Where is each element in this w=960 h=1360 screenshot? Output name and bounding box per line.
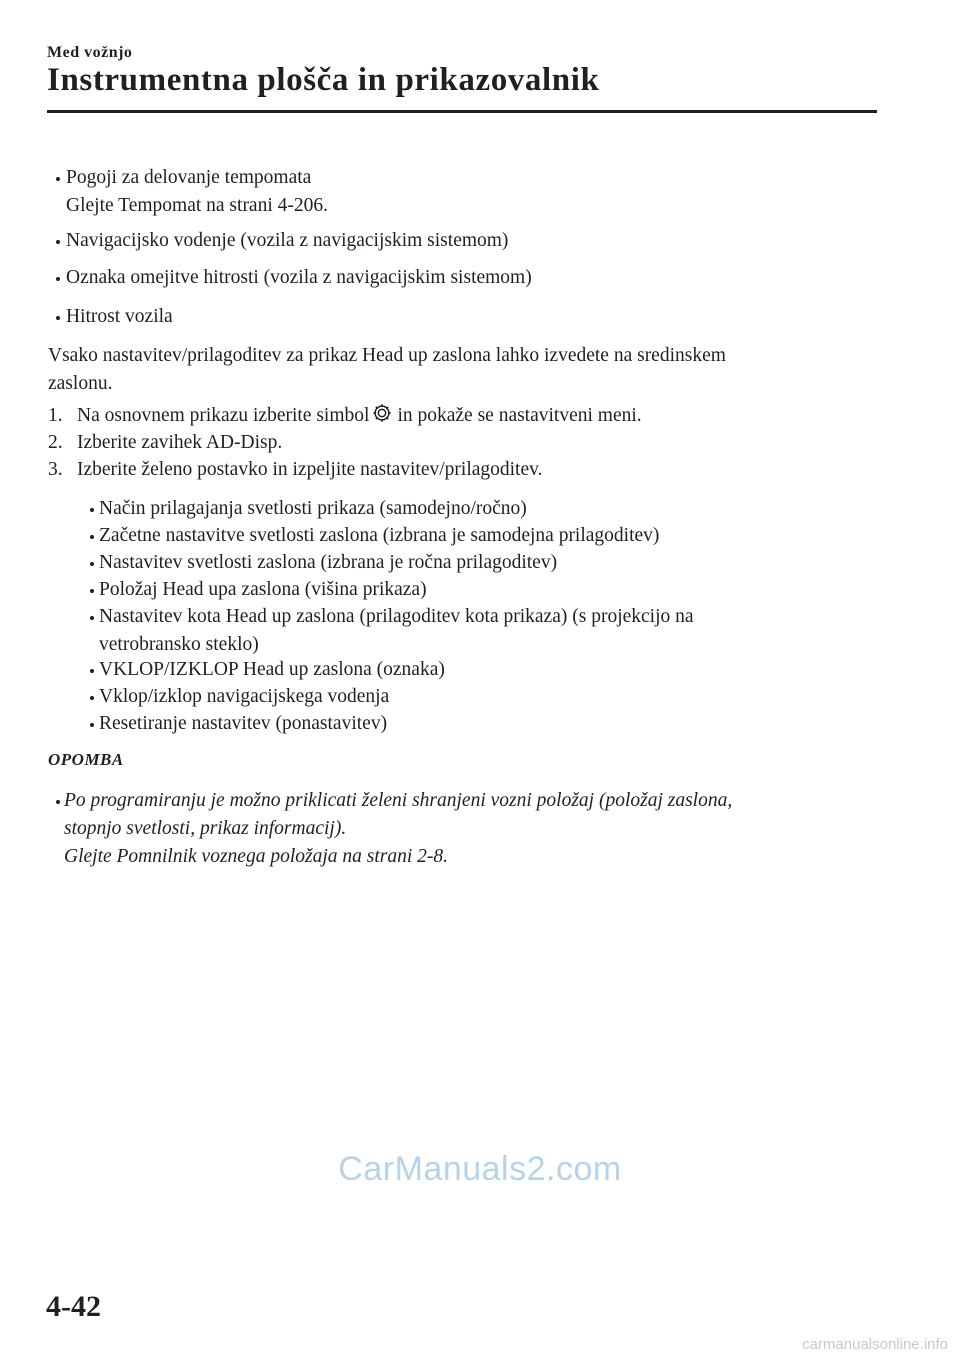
intro-line: Vsako nastavitev/prilagoditev za prikaz Head up zaslona lahko izvedete na sredinskem [48, 345, 726, 366]
bullet-dot [90, 669, 94, 673]
list-item-text: Oznaka omejitve hitrosti (vozila z navigacijskim sistemom) [66, 267, 532, 288]
list-item-text: Pogoji za delovanje tempomata [66, 167, 312, 188]
list-item-text: Položaj Head upa zaslona (višina prikaza) [99, 579, 427, 600]
list-item-text: Hitrost vozila [66, 306, 173, 327]
note-text: Glejte Pomnilnik voznega položaja na strani 2-8. [64, 846, 449, 867]
bullet-dot [90, 508, 94, 512]
step-text: Na osnovnem prikazu izberite simbol [77, 405, 370, 426]
list-item-text: vetrobransko steklo) [99, 634, 259, 655]
list-item [82, 522, 659, 550]
step-text: Izberite želeno postavko in izpeljite nastavitev/prilagoditev. [77, 459, 543, 480]
bullet-dot [90, 723, 94, 727]
bullet-dot [56, 177, 60, 181]
list-item-text: Glejte Tempomat na strani 4-206. [66, 195, 329, 216]
watermark: CarManuals2.com [338, 1150, 622, 1188]
bullet-dot [90, 535, 94, 539]
bullet-dot [90, 696, 94, 700]
numbered-step [48, 402, 642, 430]
bullet-dot [56, 277, 60, 281]
list-item-text: Navigacijsko vodenje (vozila z navigacijskim sistemom) [66, 230, 509, 251]
list-item [48, 227, 508, 255]
footer-url: carmanualsonline.info [802, 1336, 948, 1353]
list-item [48, 264, 532, 292]
step-number: 2. [48, 432, 63, 453]
note-text: stopnjo svetlosti, prikaz informacij). [64, 818, 347, 839]
bullet-dot [56, 316, 60, 320]
list-item-text: Resetiranje nastavitev (ponastavitev) [99, 713, 388, 734]
list-item [82, 495, 527, 523]
note-text: Po programiranju je možno priklicati želeni shranjeni vozni položaj (položaj zaslona, [64, 790, 733, 811]
page-number: 4-42 [46, 1290, 101, 1323]
list-item-text: Začetne nastavitve svetlosti zaslona (izbrana je samodejna prilagoditev) [99, 525, 660, 546]
list-item-text: Način prilagajanja svetlosti prikaza (samodejno/ročno) [99, 498, 527, 519]
intro-paragraph [48, 342, 726, 398]
list-item-text: Nastavitev svetlosti zaslona (izbrana je ročna prilagoditev) [99, 552, 558, 573]
list-item-text: Nastavitev kota Head up zaslona (prilagoditev kota prikaza) (s projekcijo na [99, 606, 694, 627]
note-item [48, 787, 732, 871]
step-number: 1. [48, 405, 63, 426]
list-item [82, 576, 427, 604]
bullet-dot [56, 240, 60, 244]
page-title: Instrumentna plošča in prikazovalnik [47, 62, 600, 98]
step-text: in pokaže se nastavitveni meni. [397, 405, 642, 426]
list-item [82, 549, 557, 577]
note-label: OPOMBA [48, 750, 124, 769]
bullet-dot [90, 589, 94, 593]
step-text: Izberite zavihek AD-Disp. [77, 432, 283, 453]
list-item [48, 164, 328, 220]
list-item [82, 683, 389, 711]
bullet-dot [90, 562, 94, 566]
bullet-dot [56, 800, 60, 804]
bullet-dot [90, 616, 94, 620]
intro-line: zaslonu. [48, 373, 113, 394]
list-item [82, 710, 387, 738]
list-item [48, 303, 173, 331]
numbered-step [48, 456, 543, 484]
numbered-step [48, 429, 282, 457]
list-item-text: VKLOP/IZKLOP Head up zaslona (oznaka) [99, 659, 445, 680]
list-item [82, 603, 694, 659]
list-item [82, 656, 445, 684]
step-number: 3. [48, 459, 63, 480]
title-divider [47, 110, 877, 113]
gear-icon [371, 402, 393, 424]
list-item-text: Vklop/izklop navigacijskega vodenja [99, 686, 390, 707]
section-label: Med vožnjo [47, 44, 133, 61]
